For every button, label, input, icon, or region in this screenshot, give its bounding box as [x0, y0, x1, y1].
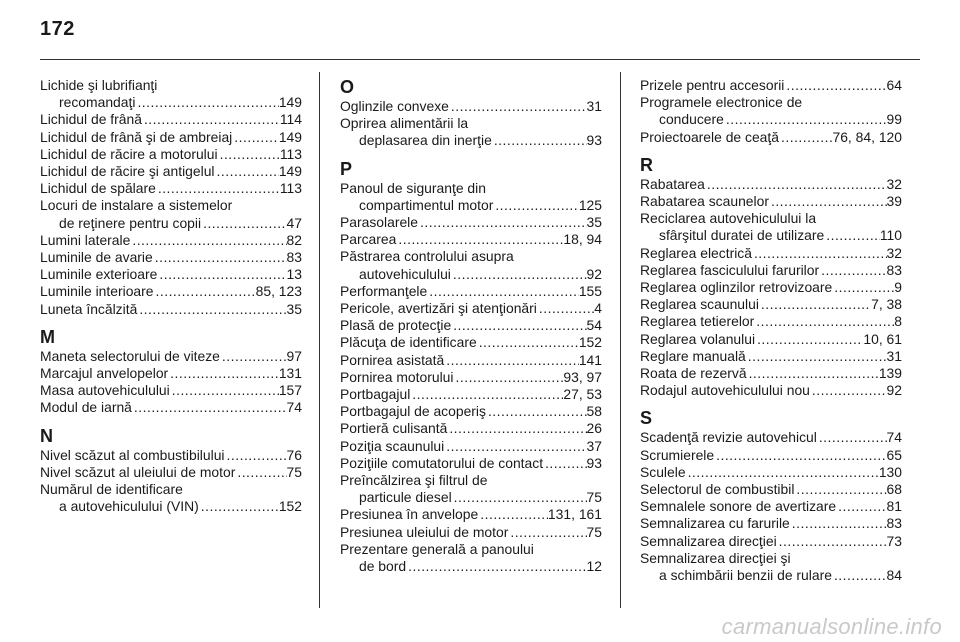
dot-leader [819, 262, 886, 279]
index-entry[interactable] [340, 472, 602, 506]
dot-leader [170, 382, 279, 399]
index-entry[interactable] [340, 115, 602, 149]
index-page-reference[interactable]: 76 [286, 446, 302, 463]
watermark: carmanualsonline.info [721, 614, 942, 639]
index-entry-text: Luneta încălzită [40, 300, 138, 317]
index-entry[interactable] [640, 129, 902, 146]
index-entry[interactable] [340, 214, 602, 231]
index-entry-text: Presiunea în anvelope [340, 506, 479, 523]
index-page-reference[interactable]: 8 [894, 313, 902, 330]
index-entry-text: Numărul de identificare [40, 481, 183, 498]
index-page-reference[interactable]: 81 [886, 498, 902, 515]
index-page-reference[interactable]: 32 [886, 244, 902, 261]
index-entry[interactable] [340, 506, 602, 523]
index-entry-text: Proiectoarele de ceaţă [640, 128, 779, 145]
dot-leader [220, 348, 287, 365]
index-page-reference[interactable]: 99 [886, 111, 902, 128]
index-entry[interactable] [40, 399, 302, 416]
index-entry-text: de bord [359, 558, 407, 575]
index-entry-text: Păstrarea controlului asupra [340, 248, 514, 265]
index-page-reference[interactable]: 131 [278, 365, 302, 382]
dot-leader [427, 283, 579, 300]
index-entry-text: Reciclarea autovehiculului la [640, 210, 817, 227]
index-page-reference[interactable]: 152 [278, 498, 302, 515]
index-entry-text: Lichidul de răcire şi antigelul [40, 163, 215, 180]
index-entry[interactable] [340, 283, 602, 300]
index-entry-text: Oglinzile convexe [340, 98, 449, 114]
index-entry[interactable] [40, 249, 302, 266]
index-entry-text: Lumini laterale [40, 231, 131, 248]
index-entry-text: Luminile de avarie [40, 249, 153, 266]
index-entry[interactable] [640, 348, 902, 365]
index-entry-text: Nivel scăzut al uleiului de motor [40, 463, 236, 480]
index-entry-text: Semnalele sonore de avertizare [640, 498, 837, 515]
index-entry[interactable] [40, 464, 302, 481]
index-entry-text: Marcajul anvelopelor [40, 365, 169, 382]
index-entry[interactable] [40, 283, 302, 300]
index-entry[interactable] [640, 210, 902, 244]
index-page-reference[interactable]: 74 [886, 429, 902, 446]
dot-leader [444, 352, 579, 369]
index-entry[interactable] [640, 550, 902, 584]
index-entry-text: Reglarea fasciculului farurilor [640, 261, 820, 278]
index-page-reference[interactable]: 113 [279, 180, 302, 197]
dot-leader [447, 420, 586, 437]
dot-leader [754, 313, 894, 330]
dot-leader [537, 300, 594, 317]
index-entry[interactable] [340, 455, 602, 472]
index-page-reference[interactable]: 54 [586, 317, 602, 334]
index-entry-text: Semnalizarea direcţiei şi [640, 549, 791, 566]
dot-leader [724, 111, 887, 128]
index-entry[interactable] [640, 533, 902, 550]
index-page-reference[interactable]: 27, 53 [563, 386, 602, 403]
index-entry-text: deplasarea din inerţie [359, 132, 492, 149]
index-entry-text: Reglarea oglinzilor retrovizoare [640, 279, 833, 296]
dot-leader [235, 464, 286, 481]
index-entry[interactable] [40, 382, 302, 399]
index-letter-heading: M [40, 326, 55, 347]
index-entry[interactable] [340, 248, 602, 282]
dot-leader [832, 567, 887, 584]
index-page-reference[interactable]: 7, 38 [871, 296, 902, 313]
index-page-reference[interactable]: 114 [279, 111, 302, 128]
index-page-reference[interactable]: 93, 97 [563, 368, 602, 385]
index-page-reference[interactable]: 93 [586, 132, 602, 149]
index-entry-text: compartimentul motor [359, 196, 494, 213]
dot-leader [486, 403, 587, 420]
dot-leader [794, 481, 886, 498]
dot-leader [832, 279, 894, 296]
index-page-reference[interactable]: 75 [586, 523, 602, 540]
index-entry[interactable] [640, 382, 902, 399]
index-entry[interactable] [340, 438, 602, 455]
index-page-reference[interactable]: 12 [586, 558, 602, 575]
dot-leader [406, 558, 586, 575]
index-entry[interactable] [340, 231, 602, 248]
index-entry-text: Scrumierele [640, 446, 715, 463]
index-entry-text: recomandaţi [59, 94, 136, 111]
dot-leader [492, 132, 587, 149]
dot-leader [714, 447, 886, 464]
index-entry-text: Poziţiile comutatorului de contact [340, 454, 544, 471]
index-entry-text: Oprirea alimentării la [340, 115, 469, 132]
index-page-reference[interactable]: 149 [278, 163, 302, 180]
index-entry[interactable] [340, 317, 602, 334]
column-divider [620, 72, 621, 608]
dot-leader [232, 129, 279, 146]
index-entry-text: Masa autovehiculului [40, 382, 170, 399]
index-entry-text: Reglarea electrică [640, 244, 752, 261]
index-entry[interactable] [640, 176, 902, 193]
index-page-reference[interactable]: 155 [578, 282, 602, 299]
dot-leader [810, 382, 887, 399]
index-letter-heading: S [640, 408, 653, 429]
index-entry[interactable] [640, 498, 902, 515]
index-entry-text: Maneta selectorului de viteze [40, 347, 220, 364]
index-entry-text: Plăcuţa de identificare [340, 334, 477, 351]
index-entry[interactable] [340, 352, 602, 369]
index-page-reference[interactable]: 83 [886, 261, 902, 278]
index-entry[interactable] [640, 94, 902, 128]
index-page-reference[interactable]: 131, 161 [547, 506, 602, 523]
index-page-reference[interactable]: 37 [586, 437, 602, 454]
index-column-3 [640, 77, 902, 584]
index-entry[interactable] [40, 348, 302, 365]
dot-leader [477, 334, 579, 351]
index-entry[interactable] [40, 365, 302, 382]
index-page-reference[interactable]: 149 [278, 128, 302, 145]
dot-leader [396, 231, 563, 248]
index-entry[interactable] [40, 129, 302, 146]
index-page-reference[interactable]: 73 [886, 532, 902, 549]
index-entry[interactable] [340, 403, 602, 420]
dot-leader [784, 77, 886, 94]
index-column-2 [340, 77, 602, 575]
dot-leader [418, 214, 587, 231]
dot-leader [156, 180, 280, 197]
index-page-reference[interactable]: 26 [586, 420, 602, 437]
index-page-reference[interactable]: 32 [886, 175, 902, 192]
index-entry-text: Locuri de instalare a sistemelor [40, 197, 233, 214]
index-entry[interactable] [640, 245, 902, 262]
index-entry-text: Plasă de protecţie [340, 317, 452, 334]
index-entry-text: Roata de rezervă [640, 365, 747, 382]
dot-leader [777, 533, 887, 550]
index-entry-text: Prizele pentru accesorii [640, 77, 785, 93]
index-page-reference[interactable]: 76, 84, 120 [832, 128, 902, 145]
dot-leader [454, 369, 564, 386]
index-entry[interactable] [40, 77, 302, 111]
dot-leader [686, 464, 879, 481]
index-entry-text: a autovehiculului (VIN) [59, 498, 199, 515]
index-letter-heading: P [340, 158, 353, 179]
index-entry-text: Programele electronice de [640, 94, 803, 111]
dot-leader [132, 399, 287, 416]
dot-leader [543, 455, 586, 472]
index-entry[interactable] [640, 447, 902, 464]
index-page-reference[interactable]: 75 [286, 463, 302, 480]
dot-leader [451, 317, 586, 334]
index-page-reference[interactable]: 110 [879, 227, 902, 244]
index-page-reference[interactable]: 31 [586, 98, 602, 114]
index-entry[interactable] [40, 180, 302, 197]
index-entry-text: Modul de iarnă [40, 399, 132, 416]
index-entry[interactable] [640, 279, 902, 296]
index-entry[interactable] [640, 429, 902, 446]
dot-leader [493, 197, 578, 214]
index-page-reference[interactable]: 74 [286, 399, 302, 416]
index-entry[interactable] [640, 313, 902, 330]
index-entry[interactable] [340, 524, 602, 541]
dot-leader [444, 438, 586, 455]
dot-leader [779, 129, 832, 146]
index-entry-text: Portieră culisantă [340, 420, 448, 437]
index-page-reference[interactable]: 157 [278, 382, 302, 399]
dot-leader [199, 498, 279, 515]
index-entry-text: Presiunea uleiului de motor [340, 523, 509, 540]
index-page-reference[interactable]: 152 [578, 334, 602, 351]
index-entry[interactable] [40, 146, 302, 163]
index-letter-heading: O [340, 77, 355, 97]
index-entry-text: Rabatarea [640, 175, 705, 192]
index-entry[interactable] [640, 262, 902, 279]
index-column-1 [40, 77, 302, 515]
index-entry-text: particule diesel [359, 489, 452, 506]
index-entry[interactable] [640, 365, 902, 382]
index-entry-text: Rabatarea scaunelor [640, 193, 769, 210]
index-entry-text: Rodajul autovehiculului nou [640, 382, 810, 399]
dot-leader [142, 111, 280, 128]
index-page-reference[interactable]: 130 [878, 463, 902, 480]
index-entry-text: Parasolarele [340, 214, 418, 231]
index-entry[interactable] [340, 180, 602, 214]
index-page-reference[interactable]: 84 [886, 567, 902, 584]
index-page-reference[interactable]: 31 [886, 347, 902, 364]
index-entry[interactable] [340, 386, 602, 403]
index-page-reference[interactable]: 75 [586, 489, 602, 506]
index-entry-text: Panoul de siguranţe din [340, 179, 486, 196]
index-entry-text: Luminile interioare [40, 283, 154, 300]
index-entry-text: autovehiculului [359, 265, 451, 282]
index-entry-text: Sculele [640, 463, 686, 480]
column-divider [319, 72, 320, 608]
index-letter-heading: R [640, 154, 653, 175]
index-entry-text: a schimbării benzii de rulare [659, 567, 832, 584]
index-entry-text: Lichidul de frână şi de ambreiaj [40, 128, 233, 145]
index-entry-text: sfârşitul duratei de utilizare [659, 227, 825, 244]
index-page-reference[interactable]: 39 [886, 193, 902, 210]
index-page-reference[interactable]: 85, 123 [255, 283, 302, 300]
index-entry[interactable] [40, 301, 302, 318]
index-page-reference[interactable]: 68 [886, 481, 902, 498]
index-entry-text: Semnalizarea direcţiei [640, 532, 777, 549]
dot-leader [752, 245, 887, 262]
index-entry[interactable] [40, 266, 302, 283]
index-entry-text: Selectorul de combustibil [640, 481, 795, 498]
dot-leader [168, 365, 279, 382]
index-page-reference[interactable]: 139 [878, 365, 902, 382]
dot-leader [836, 498, 886, 515]
dot-leader [769, 193, 887, 210]
index-entry[interactable] [340, 420, 602, 437]
dot-leader [747, 365, 879, 382]
index-page-reference[interactable]: 4 [594, 300, 602, 317]
dot-leader [478, 506, 548, 523]
index-entry-text: Reglarea tetierelor [640, 313, 755, 330]
dot-leader [137, 301, 286, 318]
index-entry-text: Nivel scăzut al combustibilului [40, 446, 225, 463]
index-entry[interactable] [340, 300, 602, 317]
index-entry-text: Lichide şi lubrifianţi [40, 77, 158, 93]
index-page-reference[interactable]: 35 [286, 300, 302, 317]
index-entry[interactable] [640, 481, 902, 498]
index-entry[interactable] [40, 111, 302, 128]
dot-leader [153, 249, 287, 266]
dot-leader [759, 296, 871, 313]
index-entry-text: Semnalizarea cu farurile [640, 515, 790, 532]
index-entry[interactable] [340, 541, 602, 575]
index-entry-text: Portbagajul [340, 386, 411, 403]
dot-leader [824, 227, 880, 244]
index-entry-text: Performanţele [340, 282, 428, 299]
index-entry-text: Luminile exterioare [40, 266, 158, 283]
index-page-reference[interactable]: 10, 61 [863, 330, 902, 347]
index-page-reference[interactable]: 35 [586, 214, 602, 231]
index-entry-text: Reglarea scaunului [640, 296, 759, 313]
index-page-reference[interactable]: 9 [894, 279, 902, 296]
index-page-reference[interactable]: 47 [286, 214, 302, 231]
index-entry-text: Lichidul de răcire a motorului [40, 145, 218, 162]
index-entry[interactable] [640, 296, 902, 313]
index-page-reference[interactable]: 113 [279, 145, 302, 162]
index-page-reference[interactable]: 82 [286, 231, 302, 248]
dot-leader [157, 266, 286, 283]
index-page-reference[interactable]: 83 [886, 515, 902, 532]
dot-leader [755, 331, 863, 348]
index-page-reference[interactable]: 65 [886, 446, 902, 463]
index-page-reference[interactable]: 125 [578, 196, 602, 213]
dot-leader [451, 266, 587, 283]
index-entry-text: Preîncălzirea şi filtrul de [340, 472, 488, 489]
index-entry-text: Reglarea volanului [640, 330, 756, 347]
index-entry-text: Prezentare generală a panoului [340, 540, 534, 557]
index-entry-text: Portbagajul de acoperiş [340, 403, 486, 420]
index-entry[interactable] [40, 232, 302, 249]
index-entry[interactable] [640, 515, 902, 532]
index-entry-text: Pornirea asistată [340, 351, 445, 368]
index-entry[interactable] [340, 98, 602, 115]
dot-leader [215, 163, 279, 180]
index-entry-text: de reţinere pentru copii [59, 214, 202, 231]
index-page-reference[interactable]: 58 [586, 403, 602, 420]
index-page-reference[interactable]: 64 [886, 77, 902, 93]
dot-leader [410, 386, 563, 403]
index-page-reference[interactable]: 18, 94 [563, 231, 602, 248]
index-page-reference[interactable]: 149 [278, 94, 302, 111]
index-entry-text: conducere [659, 111, 724, 128]
dot-leader [449, 98, 587, 115]
index-entry-text: Parcarea [340, 231, 397, 248]
dot-leader [201, 215, 286, 232]
index-entry-text: Poziţia scaunului [340, 437, 445, 454]
dot-leader [508, 524, 586, 541]
index-page-reference[interactable]: 92 [586, 265, 602, 282]
index-entry-text: Lichidul de frână [40, 111, 142, 128]
index-entry[interactable] [40, 197, 302, 231]
index-entry-text: Pornirea motorului [340, 368, 454, 385]
dot-leader [218, 146, 280, 163]
index-entry[interactable] [640, 464, 902, 481]
index-entry-text: Reglare manuală [640, 347, 746, 364]
index-entry[interactable] [340, 334, 602, 351]
dot-leader [225, 447, 287, 464]
index-entry[interactable] [340, 369, 602, 386]
index-entry[interactable] [40, 163, 302, 180]
index-entry-text: Lichidul de spălare [40, 180, 156, 197]
index-page-reference[interactable]: 92 [886, 382, 902, 399]
dot-leader [746, 348, 887, 365]
dot-leader [135, 94, 278, 111]
dot-leader [130, 232, 286, 249]
index-entry-text: Scadenţă revizie autovehicul [640, 429, 817, 446]
index-page-reference[interactable]: 97 [286, 347, 302, 364]
index-letter-heading: N [40, 425, 53, 446]
index-page-reference[interactable]: 83 [286, 249, 302, 266]
page-number: 172 [40, 18, 75, 40]
dot-leader [817, 429, 887, 446]
index-page-reference[interactable]: 13 [286, 266, 302, 283]
dot-leader [705, 176, 887, 193]
index-entry-text: Pericole, avertizări şi atenţionări [340, 300, 537, 317]
dot-leader [154, 283, 256, 300]
dot-leader [452, 489, 587, 506]
index-page-reference[interactable]: 93 [586, 454, 602, 471]
index-entry[interactable] [40, 447, 302, 464]
index-entry[interactable] [40, 481, 302, 515]
index-entry[interactable] [640, 331, 902, 348]
index-entry[interactable] [640, 77, 902, 94]
index-entry[interactable] [640, 193, 902, 210]
header-divider [40, 59, 920, 60]
index-page-reference[interactable]: 141 [578, 351, 602, 368]
dot-leader [790, 515, 887, 532]
